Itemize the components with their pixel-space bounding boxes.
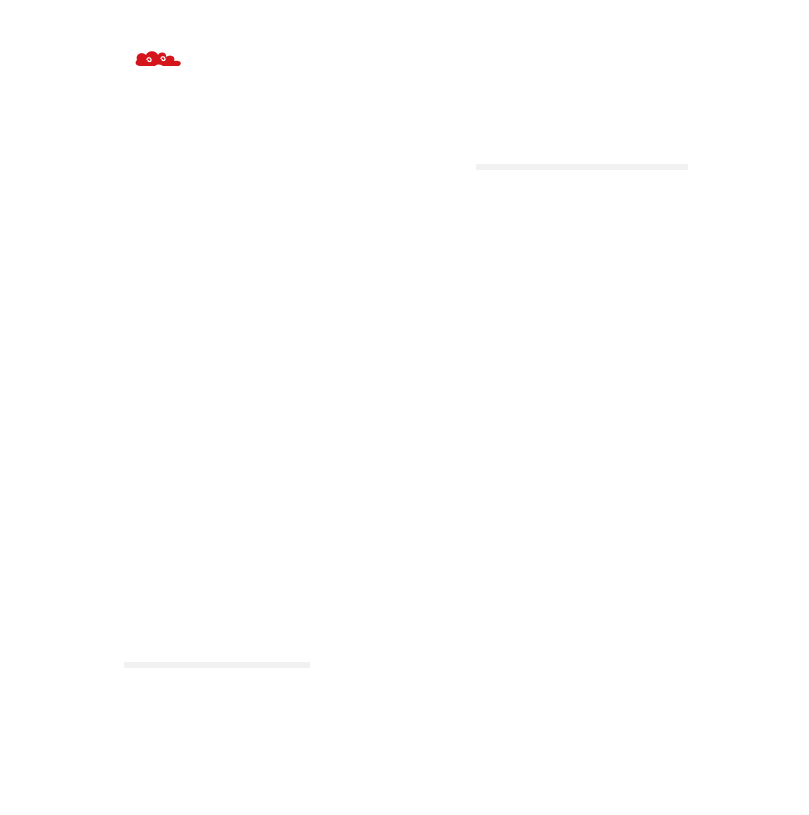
- hidden-stems-row: [476, 164, 688, 170]
- bazi-chart-fire-day-master: [476, 162, 688, 322]
- hidden-stems-row: [124, 662, 310, 668]
- bazi-chart-metal-day-master: [124, 660, 310, 786]
- auspicious-cloud-icon: [133, 48, 185, 68]
